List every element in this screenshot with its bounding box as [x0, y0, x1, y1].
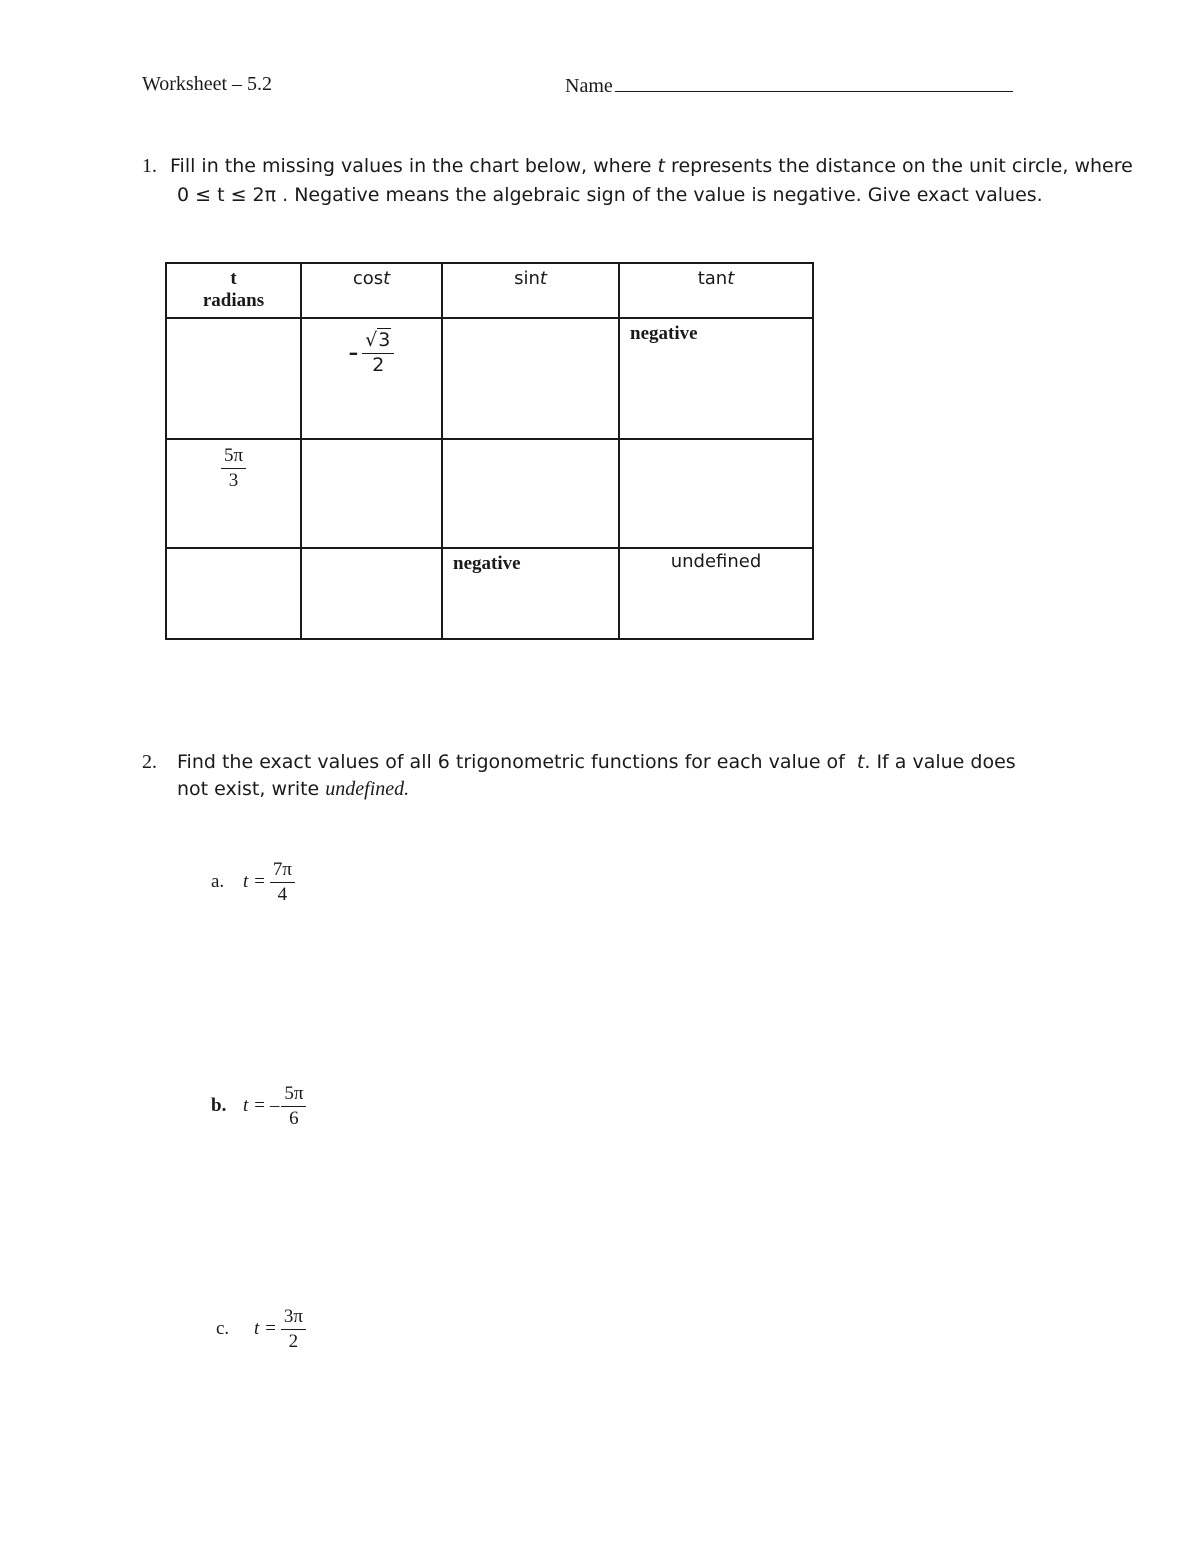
header-tan-label: tan — [697, 268, 728, 289]
name-blank-line[interactable] — [615, 73, 1013, 92]
header-sin — [442, 263, 619, 318]
header-sin-var: t — [539, 268, 547, 289]
name-field[interactable] — [565, 73, 1013, 98]
table-row — [166, 318, 813, 439]
part-c — [216, 1307, 306, 1352]
row3-cos-cell[interactable] — [301, 548, 442, 639]
q2-undefined-italic: undefined. — [325, 778, 410, 800]
part-c-label: c. — [216, 1318, 230, 1340]
part-b-numerator: 5π — [281, 1084, 306, 1107]
header-t-radians — [166, 263, 301, 318]
table-row — [166, 439, 813, 548]
question-2-text-line1 — [177, 751, 1016, 773]
part-b — [211, 1084, 306, 1129]
part-a — [211, 860, 295, 905]
row1-tan-value: negative — [630, 323, 698, 344]
row2-t-numerator: 5π — [221, 446, 246, 469]
header-radians: radians — [202, 290, 265, 311]
part-a-lhs: t = — [243, 871, 266, 893]
row3-tan-cell — [619, 548, 813, 639]
part-c-denominator: 2 — [288, 1330, 299, 1352]
part-a-label: a. — [211, 871, 225, 893]
part-c-fraction — [281, 1307, 306, 1352]
row1-cos-radicand: 3 — [378, 329, 391, 351]
part-b-fraction — [281, 1084, 306, 1129]
table-row — [166, 548, 813, 639]
q2-t-symbol: t — [856, 751, 865, 773]
header-cos-label: cos — [352, 268, 384, 289]
part-a-numerator: 7π — [270, 860, 295, 883]
q2-text-a: Find the exact values of all 6 trigonometric functions for each value of — [177, 751, 845, 773]
question-2-number: 2. — [142, 751, 157, 773]
row2-sin-cell[interactable] — [442, 439, 619, 548]
row2-cos-cell[interactable] — [301, 439, 442, 548]
row2-t-denominator: 3 — [228, 469, 239, 491]
part-c-lhs: t = — [254, 1318, 277, 1340]
table-header-row — [166, 263, 813, 318]
header-cos-var: t — [383, 268, 391, 289]
worksheet-title: Worksheet – 5.2 — [142, 73, 273, 95]
question-1-text-line1 — [170, 155, 1133, 177]
header-t: t — [230, 268, 237, 289]
row1-cos-cell — [301, 318, 442, 439]
row2-t-cell — [166, 439, 301, 548]
row3-sin-value: negative — [453, 553, 521, 574]
q1-t-symbol: t — [657, 155, 665, 177]
part-c-numerator: 3π — [281, 1307, 306, 1330]
row1-t-cell[interactable] — [166, 318, 301, 439]
question-2-text-line2 — [177, 778, 409, 801]
row1-cos-fraction — [362, 331, 394, 376]
q2-text-c: not exist, write — [177, 778, 320, 800]
row2-tan-cell[interactable] — [619, 439, 813, 548]
row3-t-cell[interactable] — [166, 548, 301, 639]
header-tan — [619, 263, 813, 318]
part-b-sign: – — [269, 1095, 280, 1117]
row1-cos-minus: – — [348, 342, 359, 365]
header-cos — [301, 263, 442, 318]
name-label: Name — [565, 75, 613, 97]
header-tan-var: t — [727, 268, 735, 289]
q1-text-a: Fill in the missing values in the chart below, where — [170, 155, 652, 177]
part-b-lhs: t = — [243, 1095, 266, 1117]
trig-values-table — [165, 262, 814, 640]
part-b-label: b. — [211, 1095, 227, 1117]
q1-text-c: Negative means the algebraic sign of the value is negative. Give exact values. — [294, 184, 1043, 206]
row1-cos-denominator: 2 — [372, 353, 385, 376]
row3-tan-value: undefined — [670, 551, 762, 572]
part-a-denominator: 4 — [277, 883, 288, 905]
question-1-number: 1. — [142, 155, 157, 177]
row3-sin-cell — [442, 548, 619, 639]
q1-range-expression: 0 ≤ t ≤ 2π . — [177, 184, 289, 206]
row2-t-fraction — [221, 446, 246, 491]
q1-text-b: represents the distance on the unit circle, where — [671, 155, 1133, 177]
q2-text-b: . If a value does — [864, 751, 1016, 773]
question-1-text-line2 — [177, 184, 1043, 206]
row1-sin-cell[interactable] — [442, 318, 619, 439]
row1-tan-cell — [619, 318, 813, 439]
part-b-denominator: 6 — [289, 1107, 299, 1129]
header-sin-label: sin — [514, 268, 540, 289]
sqrt-icon: √ — [365, 329, 378, 351]
part-a-fraction — [270, 860, 295, 905]
